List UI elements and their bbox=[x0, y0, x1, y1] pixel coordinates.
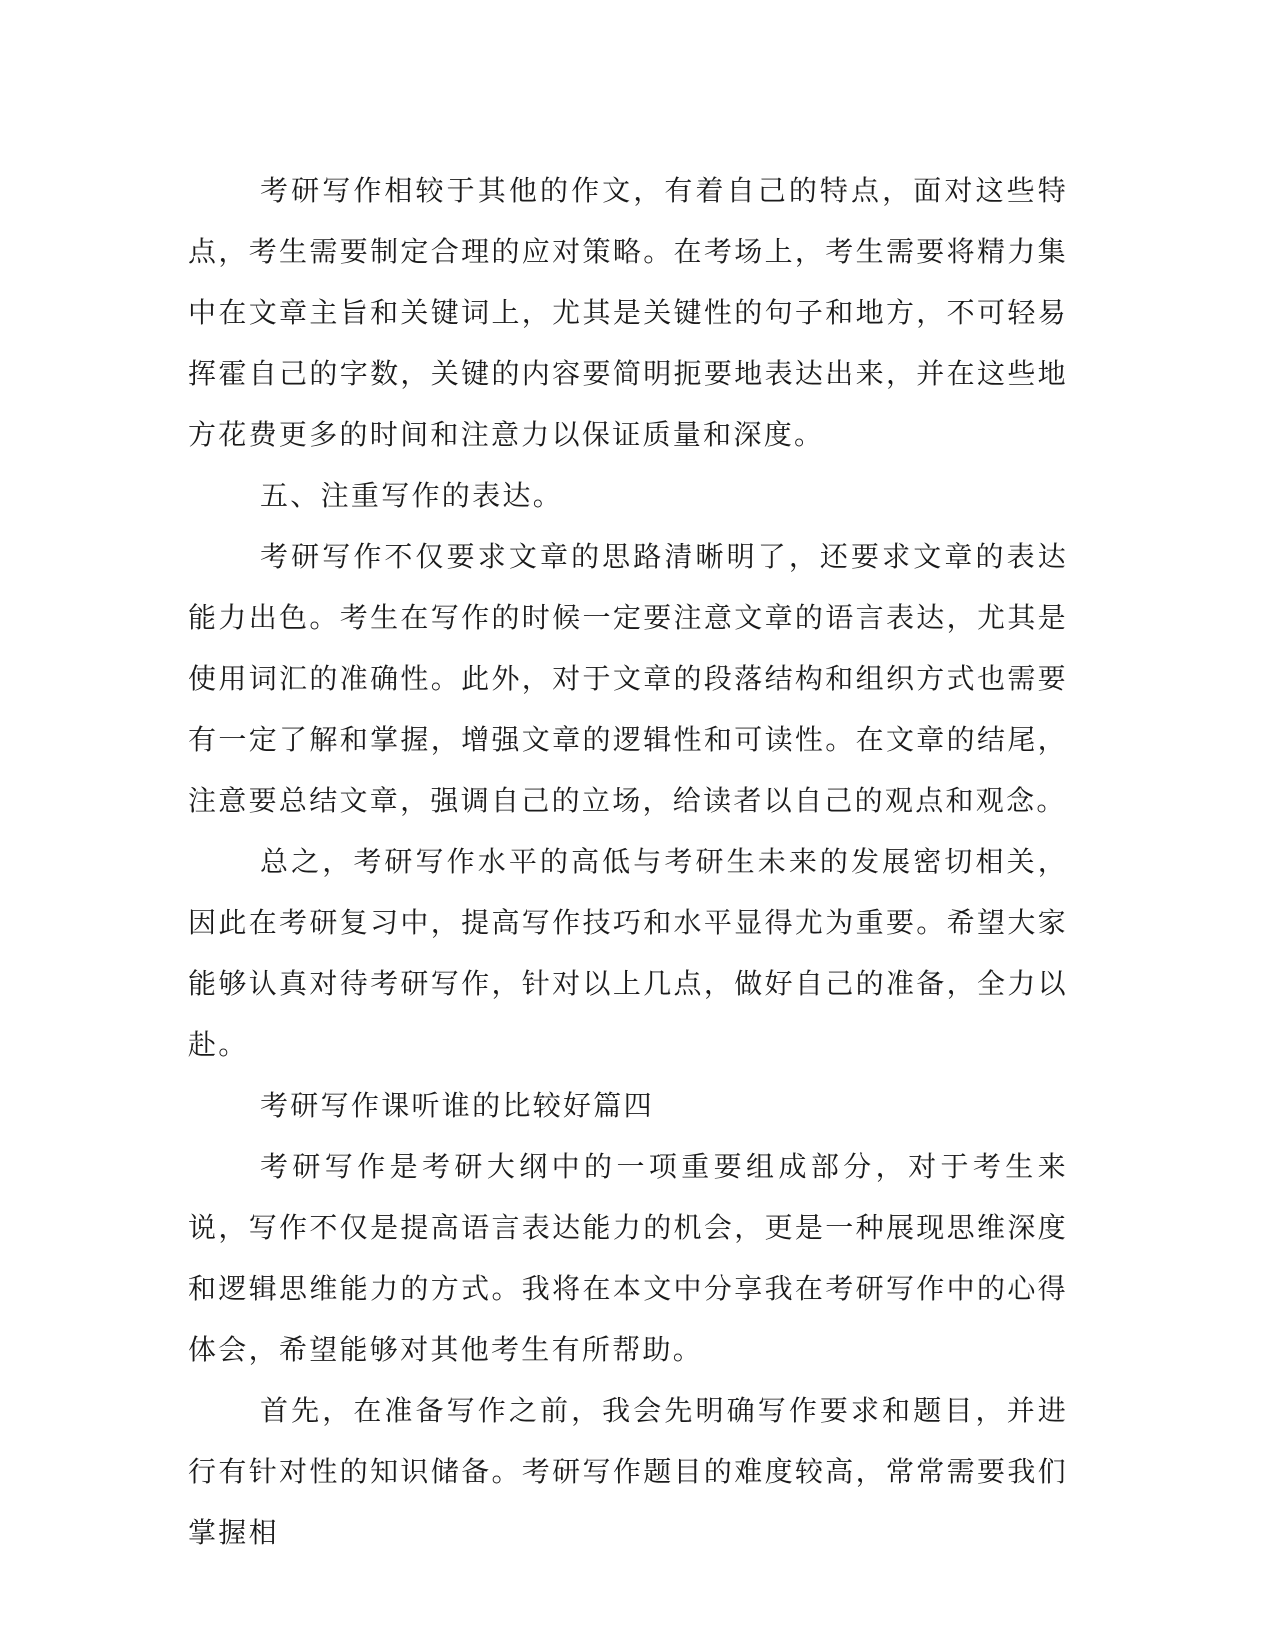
section-heading-part-four: 考研写作课听谁的比较好篇四 bbox=[260, 1089, 654, 1122]
section-heading-expression: 五、注重写作的表达。 bbox=[260, 479, 564, 512]
paragraph-expression-ability: 考研写作不仅要求文章的思路清晰明了，还要求文章的表达能力出色。考生在写作的时候一定要注意文章的语言表达，尤其是使用词汇的准确性。此外，对于文章的段落结构和组织方式也需要有一定了解和掌握，增强文章的逻辑性和可读性。在文章的结尾，注意要总结文章，强调自己的立场，给读者以自己的观点和观念。 bbox=[188, 540, 1068, 817]
paragraph-exam-writing-strategy: 考研写作相较于其他的作文，有着自己的特点，面对这些特点，考生需要制定合理的应对策略。在考场上，考生需要将精力集中在文章主旨和关键词上，尤其是关键性的句子和地方，不可轻易挥霍自己的字数，关键的内容要简明扼要地表达出来，并在这些地方花费更多的时间和注意力以保证质量和深度。 bbox=[188, 174, 1068, 451]
document-body bbox=[188, 160, 1068, 1563]
paragraph-writing-importance: 考研写作是考研大纲中的一项重要组成部分，对于考生来说，写作不仅是提高语言表达能力的机会，更是一种展现思维深度和逻辑思维能力的方式。我将在本文中分享我在考研写作中的心得体会，希望能够对其他考生有所帮助。 bbox=[188, 1150, 1068, 1366]
paragraph-conclusion: 总之，考研写作水平的高低与考研生未来的发展密切相关，因此在考研复习中，提高写作技巧和水平显得尤为重要。希望大家能够认真对待考研写作，针对以上几点，做好自己的准备，全力以赴。 bbox=[188, 845, 1068, 1061]
paragraph-preparation: 首先，在准备写作之前，我会先明确写作要求和题目，并进行有针对性的知识储备。考研写作题目的难度较高，常常需要我们掌握相 bbox=[188, 1394, 1068, 1549]
